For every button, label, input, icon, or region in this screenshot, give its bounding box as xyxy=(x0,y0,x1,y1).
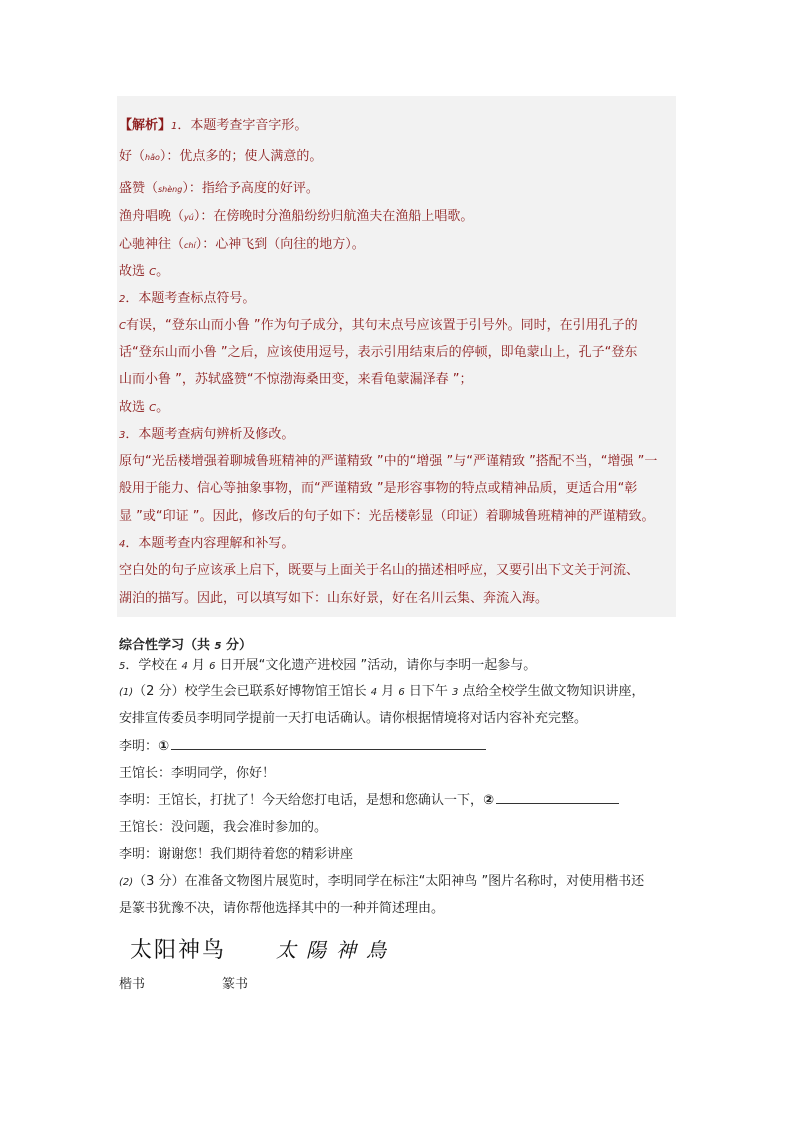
analysis-text: 山而小鲁 ”，苏轼盛赞“不惊渤海桑田变，来看龟蒙漏泽春 ”； xyxy=(119,372,473,387)
question-text: 4 xyxy=(370,687,378,698)
analysis-text: C xyxy=(149,267,157,278)
analysis-line xyxy=(119,480,637,498)
analysis-text: 渔舟唱晚（ xyxy=(119,209,185,224)
analysis-text: ）：指给予高度的好评。 xyxy=(182,181,319,196)
question-text: 5 xyxy=(214,641,222,652)
question-line xyxy=(119,765,275,783)
question-text: 王馆长：没问题，我会准时参加的。 xyxy=(119,820,328,835)
analysis-line xyxy=(119,590,548,608)
question-text: 6 xyxy=(398,687,405,698)
question-text: (2) xyxy=(119,877,134,888)
analysis-text: ．本题考查标点符号。 xyxy=(125,291,256,306)
analysis-text: 般用于能力、信心等抽象事物，而“严谨精致 ”是形容事物的特点或精神品质，更适合用“彰 xyxy=(119,481,638,496)
question-text: (1) xyxy=(119,687,134,698)
analysis-text: 有误，“登东山而小鲁 ”作为句子成分，其句末点号应该置于引号外。同时，在引用孔子的 xyxy=(125,318,638,333)
question-line xyxy=(119,657,536,676)
analysis-text: 盛赞（ xyxy=(119,181,159,196)
analysis-text: 3 xyxy=(119,430,126,441)
analysis-line xyxy=(119,426,294,445)
question-line xyxy=(119,737,486,756)
analysis-text: ）：心神飞到（向往的地方）。 xyxy=(195,237,365,252)
analysis-text: 好（ xyxy=(119,149,146,164)
question-text: 5 xyxy=(119,661,126,672)
analysis-line xyxy=(119,148,322,167)
question-text: 综合性学习（共 xyxy=(119,638,215,653)
analysis-text: ．本题考查病句辨析及修改。 xyxy=(125,427,295,442)
question-text: 6 xyxy=(209,661,216,672)
question-text: ．学校在 xyxy=(125,658,182,673)
answer-blank[interactable] xyxy=(171,737,486,750)
analysis-text: 话“登东山而小鲁 ”之后，应该使用逗号，表示引用结束后的停顿，即龟蒙山上，孔子“登东 xyxy=(119,345,638,360)
analysis-line xyxy=(119,535,294,554)
question-text: （2 分）校学生会已联系好博物馆王馆长 xyxy=(133,684,371,699)
analysis-text: ）：在傍晚时分渔船纷纷归航渔夫在渔船上唱歌。 xyxy=(193,209,474,224)
analysis-text: 显 ”或“印证 ”。因此，修改后的句子如下：光岳楼彰显（印证）着聊城鲁班精神的严谨精致。 xyxy=(119,509,655,524)
question-line xyxy=(119,791,619,810)
analysis-text: 1 xyxy=(171,121,178,132)
question-text: ① xyxy=(158,739,170,754)
question-line xyxy=(119,900,444,918)
zhuanshu-sample: 太陽神鳥 xyxy=(276,938,396,962)
question-text: 4 xyxy=(181,661,188,672)
analysis-text: 空白处的句子应该承上启下，既要与上面关于名山的描述相呼应，又要引出下文关于河流、 xyxy=(119,563,640,578)
question-line xyxy=(119,710,587,728)
analysis-text: ．本题考查字音字形。 xyxy=(177,118,308,133)
question-line xyxy=(119,819,327,837)
analysis-line xyxy=(119,290,255,309)
zhuanshu-label: 篆书 xyxy=(222,977,249,992)
question-text: 分） xyxy=(221,638,253,653)
analysis-text: 4 xyxy=(119,539,126,550)
analysis-text: ）：优点多的；使人满意的。 xyxy=(159,149,323,164)
analysis-text: 。 xyxy=(156,400,170,415)
kaishu-label: 楷书 xyxy=(119,977,146,992)
analysis-text: C xyxy=(119,321,126,332)
analysis-text: 湖泊的描写。因此，可以填写如下：山东好景，好在名川云集、奔流入海。 xyxy=(119,591,549,606)
question-text: 李明： xyxy=(119,739,159,754)
analysis-line xyxy=(119,371,472,389)
analysis-text: ．本题考查内容理解和补写。 xyxy=(125,536,295,551)
question-text: 点给全校学生做文物知识讲座， xyxy=(458,684,645,699)
analysis-text: yú xyxy=(184,213,194,222)
question-text: 月 xyxy=(187,658,210,673)
kaishu-sample: 太阳神鸟 xyxy=(130,938,227,963)
analysis-line xyxy=(119,180,319,199)
question-line xyxy=(119,873,644,892)
answer-blank[interactable] xyxy=(496,791,619,804)
analysis-line xyxy=(119,453,657,471)
analysis-text: 故选 xyxy=(119,400,150,415)
analysis-line xyxy=(119,263,169,282)
analysis-text: hǎo xyxy=(145,153,160,162)
analysis-line xyxy=(119,399,169,418)
analysis-line xyxy=(119,562,639,580)
question-line xyxy=(119,683,645,702)
analysis-text: 【解析】 xyxy=(119,118,172,133)
question-text: ② xyxy=(483,793,495,808)
question-text: 李明：谢谢您！我们期待着您的精彩讲座 xyxy=(119,847,354,862)
analysis-text: shèng xyxy=(158,185,183,194)
question-text: 李明：王馆长，打扰了！今天给您打电话，是想和您确认一下， xyxy=(119,793,484,808)
question-text: 月 xyxy=(377,684,399,699)
analysis-text: 故选 xyxy=(119,264,150,279)
analysis-text: 。 xyxy=(156,264,170,279)
question-text: 安排宣传委员李明同学提前一天打电话确认。请你根据情境将对话内容补充完整。 xyxy=(119,711,588,726)
analysis-line xyxy=(119,236,365,255)
question-line xyxy=(119,846,353,864)
analysis-text: 原句“光岳楼增强着聊城鲁班精神的严谨精致 ”中的“增强 ”与“严谨精致 ”搭配不当，“增强 ”一 xyxy=(119,454,658,469)
question-text: （3 分）在准备文物图片展览时，李明同学在标注“太阳神鸟 ”图片名称时，对使用楷书还 xyxy=(133,874,645,889)
question-text: 王馆长：李明同学，你好！ xyxy=(119,766,276,781)
analysis-line xyxy=(119,344,637,362)
analysis-line xyxy=(119,208,473,227)
question-text: 日下午 xyxy=(404,684,452,699)
analysis-line xyxy=(119,117,307,136)
question-text: 是篆书犹豫不决，请你帮他选择其中的一种并简述理由。 xyxy=(119,901,445,916)
question-text: 3 xyxy=(452,687,459,698)
analysis-line xyxy=(119,508,654,526)
analysis-text: C xyxy=(149,403,157,414)
analysis-text: 心驰神往（ xyxy=(119,237,185,252)
question-text: 日开展“文化遗产进校园 ”活动，请你与李明一起参与。 xyxy=(215,658,537,673)
analysis-text: 2 xyxy=(119,294,126,305)
analysis-line xyxy=(119,317,638,336)
question-line xyxy=(119,637,252,656)
analysis-text: chí xyxy=(184,241,196,250)
